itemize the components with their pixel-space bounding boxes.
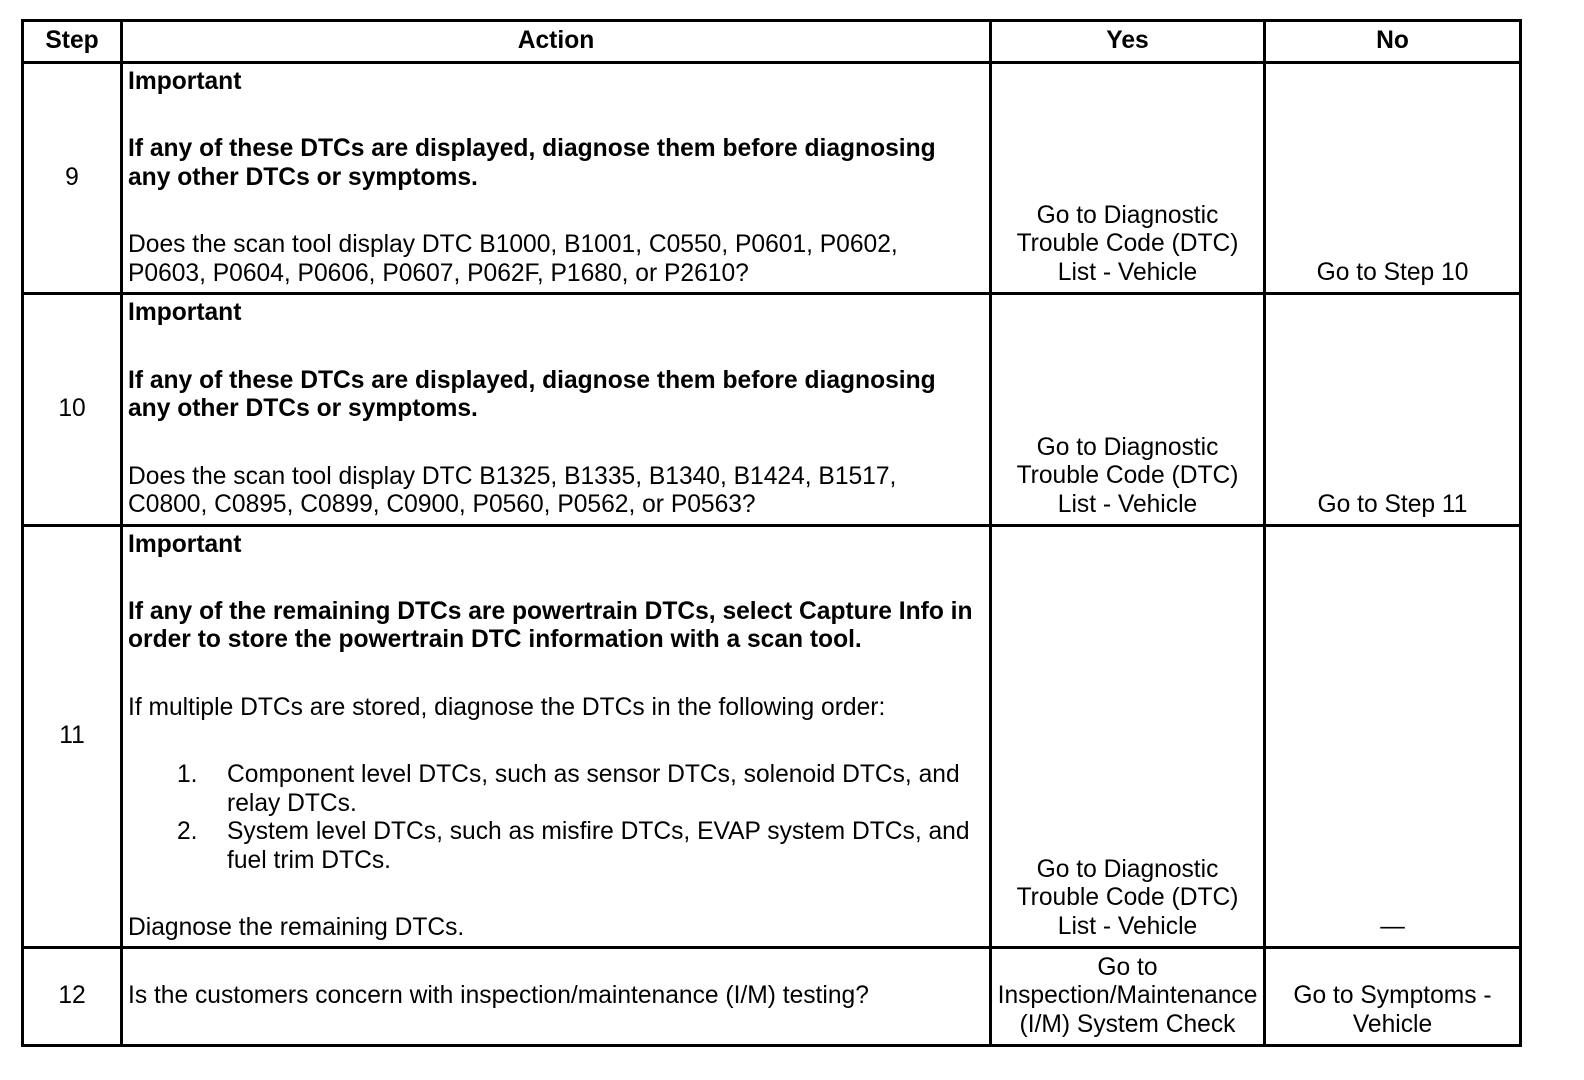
question-line: Does the scan tool display DTC B1000, B1001, C0550, P0601, P0602, [128, 231, 898, 259]
question [128, 982, 985, 1010]
no-cell [1266, 64, 1519, 292]
list-item-line: relay DTCs. [227, 789, 357, 817]
note-line: any other DTCs or symptoms. [128, 163, 478, 191]
header-yes: Yes [992, 22, 1263, 61]
step-number: 10 [58, 395, 86, 423]
note-line: If any of the remaining DTCs are powertrain DTCs, select Capture Info in [128, 598, 973, 626]
important-note [128, 598, 985, 655]
note-line: order to store the powertrain DTC information with a scan tool. [128, 626, 862, 654]
note-line: any other DTCs or symptoms. [128, 395, 478, 423]
step-cell [24, 527, 120, 946]
yes-line: Trouble Code (DTC) [1016, 884, 1239, 912]
important-text: Important [128, 530, 242, 558]
step-cell [24, 64, 120, 292]
yes-cell [992, 527, 1263, 946]
diagnostic-table [21, 19, 1522, 1047]
list-item-number: 1. [177, 761, 198, 789]
important-text: Important [128, 299, 242, 327]
yes-line: List - Vehicle [1057, 258, 1198, 286]
question [128, 231, 985, 288]
important-label [128, 531, 985, 559]
list-item [128, 818, 985, 875]
header-action: Action [123, 22, 989, 61]
note-line: If any of these DTCs are displayed, diagnose them before diagnosing [128, 366, 936, 394]
action-cell [123, 64, 989, 292]
note-line: If any of these DTCs are displayed, diagnose them before diagnosing [128, 135, 936, 163]
no-cell [1266, 527, 1519, 946]
step-cell [24, 949, 120, 1044]
important-label [128, 68, 985, 96]
yes-cell [992, 949, 1263, 1044]
order-intro-text: If multiple DTCs are stored, diagnose the DTCs in the following order: [128, 693, 886, 721]
list-item-line: System level DTCs, such as misfire DTCs, EVAP system DTCs, and [227, 818, 970, 846]
yes-line: Inspection/Maintenance [997, 982, 1258, 1010]
yes-line: Go to [1097, 953, 1158, 981]
yes-line: Go to Diagnostic [1036, 855, 1219, 883]
important-note [128, 367, 985, 424]
header-no: No [1266, 22, 1519, 61]
no-line: — [1380, 912, 1405, 940]
yes-line: List - Vehicle [1057, 912, 1198, 940]
yes-line: List - Vehicle [1057, 490, 1198, 518]
yes-line: Go to Diagnostic [1036, 201, 1219, 229]
question [128, 463, 985, 520]
important-label [128, 299, 985, 327]
list-item-line: Component level DTCs, such as sensor DTCs, solenoid DTCs, and [227, 761, 960, 789]
important-text: Important [128, 67, 242, 95]
no-line: Go to Symptoms - [1293, 982, 1492, 1010]
question-line: Does the scan tool display DTC B1325, B1335, B1340, B1424, B1517, [128, 462, 897, 490]
action-cell [123, 949, 989, 1044]
step-cell [24, 295, 120, 524]
header-step: Step [24, 22, 120, 61]
yes-cell [992, 295, 1263, 524]
question-line: P0603, P0604, P0606, P0607, P062F, P1680, or P2610? [128, 259, 749, 287]
closing-instruction [128, 914, 985, 942]
step-number: 11 [59, 722, 85, 750]
list-item [128, 761, 985, 818]
no-line: Vehicle [1352, 1010, 1433, 1038]
list-item-number: 2. [177, 818, 198, 846]
step-number: 12 [58, 982, 86, 1010]
yes-line: Go to Diagnostic [1036, 433, 1219, 461]
yes-line: Trouble Code (DTC) [1016, 462, 1239, 490]
step-number: 9 [65, 163, 79, 191]
important-note [128, 135, 985, 192]
no-cell [1266, 949, 1519, 1044]
no-cell [1266, 295, 1519, 524]
list-item-line: fuel trim DTCs. [227, 846, 391, 874]
no-line: Go to Step 11 [1317, 490, 1468, 518]
no-line: Go to Step 10 [1316, 258, 1469, 286]
question-line: Is the customers concern with inspection/maintenance (I/M) testing? [128, 982, 869, 1010]
action-cell [123, 295, 989, 524]
yes-cell [992, 64, 1263, 292]
yes-line: Trouble Code (DTC) [1016, 230, 1239, 258]
closing-text: Diagnose the remaining DTCs. [128, 913, 465, 941]
order-intro [128, 694, 985, 722]
question-line: C0800, C0895, C0899, C0900, P0560, P0562, or P0563? [128, 491, 756, 519]
yes-line: (I/M) System Check [1019, 1010, 1236, 1038]
action-cell [123, 527, 989, 946]
order-list [128, 761, 985, 875]
